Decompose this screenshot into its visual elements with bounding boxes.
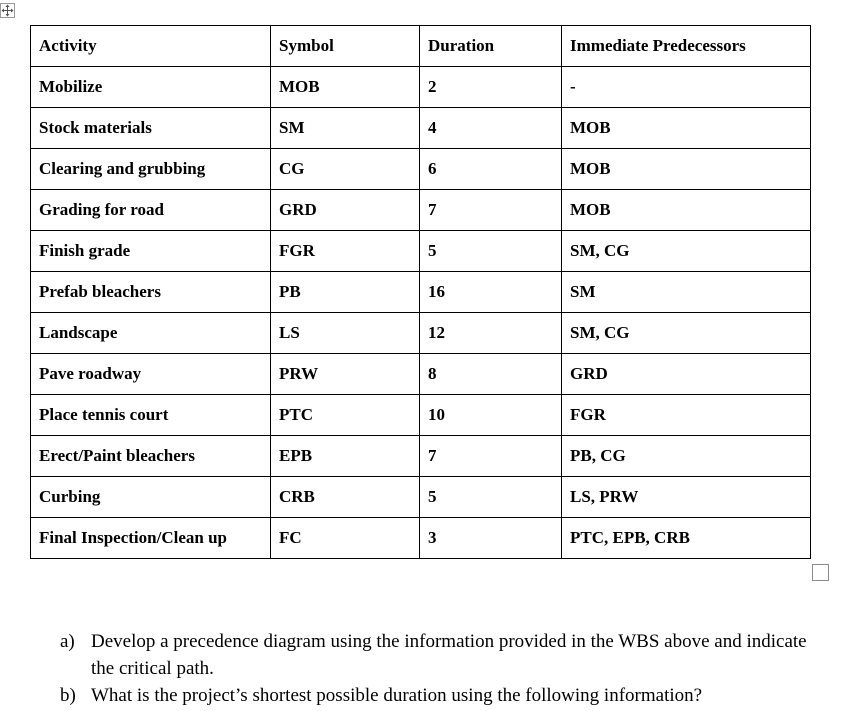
table-row (31, 272, 811, 313)
table-row (31, 477, 811, 518)
question-b (60, 682, 820, 709)
cell-symbol: PTC (271, 395, 420, 436)
cell-predecessors: SM (562, 272, 811, 313)
cell-symbol: PB (271, 272, 420, 313)
table-resize-handle[interactable] (812, 564, 829, 581)
cell-duration: 2 (420, 67, 562, 108)
cell-activity: Finish grade (31, 231, 271, 272)
cell-activity: Place tennis court (31, 395, 271, 436)
cell-symbol: EPB (271, 436, 420, 477)
cell-duration: 7 (420, 190, 562, 231)
cell-activity: Landscape (31, 313, 271, 354)
table-row (31, 231, 811, 272)
table-row (31, 108, 811, 149)
cell-predecessors: GRD (562, 354, 811, 395)
cell-predecessors: PTC, EPB, CRB (562, 518, 811, 559)
table-row (31, 518, 811, 559)
cell-predecessors: SM, CG (562, 313, 811, 354)
cell-activity: Prefab bleachers (31, 272, 271, 313)
cell-activity: Final Inspection/Clean up (31, 518, 271, 559)
cell-symbol: CRB (271, 477, 420, 518)
cell-duration: 16 (420, 272, 562, 313)
move-arrows-icon (1, 4, 14, 17)
cell-duration: 8 (420, 354, 562, 395)
cell-activity: Curbing (31, 477, 271, 518)
cell-predecessors: SM, CG (562, 231, 811, 272)
table-row (31, 395, 811, 436)
cell-activity: Clearing and grubbing (31, 149, 271, 190)
cell-predecessors: MOB (562, 190, 811, 231)
header-activity: Activity (31, 26, 271, 67)
table-move-handle[interactable] (0, 3, 15, 18)
cell-duration: 12 (420, 313, 562, 354)
cell-predecessors: - (562, 67, 811, 108)
cell-duration: 5 (420, 477, 562, 518)
table-row (31, 436, 811, 477)
questions-list (60, 628, 820, 709)
cell-symbol: FGR (271, 231, 420, 272)
header-symbol: Symbol (271, 26, 420, 67)
wbs-table (30, 25, 811, 559)
cell-activity: Grading for road (31, 190, 271, 231)
question-text: What is the project’s shortest possible duration using the following information? (91, 685, 703, 706)
cell-duration: 6 (420, 149, 562, 190)
header-duration: Duration (420, 26, 562, 67)
cell-predecessors: FGR (562, 395, 811, 436)
cell-activity: Mobilize (31, 67, 271, 108)
table-row (31, 354, 811, 395)
question-marker: a) (60, 631, 75, 652)
cell-symbol: GRD (271, 190, 420, 231)
cell-symbol: LS (271, 313, 420, 354)
table-row (31, 149, 811, 190)
cell-duration: 10 (420, 395, 562, 436)
table-row (31, 67, 811, 108)
cell-symbol: FC (271, 518, 420, 559)
cell-activity: Erect/Paint bleachers (31, 436, 271, 477)
table-row (31, 313, 811, 354)
table-row (31, 190, 811, 231)
cell-symbol: MOB (271, 67, 420, 108)
cell-duration: 4 (420, 108, 562, 149)
cell-symbol: SM (271, 108, 420, 149)
cell-predecessors: PB, CG (562, 436, 811, 477)
cell-predecessors: MOB (562, 108, 811, 149)
cell-duration: 7 (420, 436, 562, 477)
cell-predecessors: LS, PRW (562, 477, 811, 518)
question-a (60, 628, 820, 682)
table-header-row (31, 26, 811, 67)
cell-symbol: CG (271, 149, 420, 190)
cell-duration: 5 (420, 231, 562, 272)
question-text: Develop a precedence diagram using the information provided in the WBS above and indicate the critical path. (91, 631, 807, 679)
cell-activity: Stock materials (31, 108, 271, 149)
cell-activity: Pave roadway (31, 354, 271, 395)
question-marker: b) (60, 685, 76, 706)
header-predecessors: Immediate Predecessors (562, 26, 811, 67)
cell-symbol: PRW (271, 354, 420, 395)
cell-predecessors: MOB (562, 149, 811, 190)
cell-duration: 3 (420, 518, 562, 559)
